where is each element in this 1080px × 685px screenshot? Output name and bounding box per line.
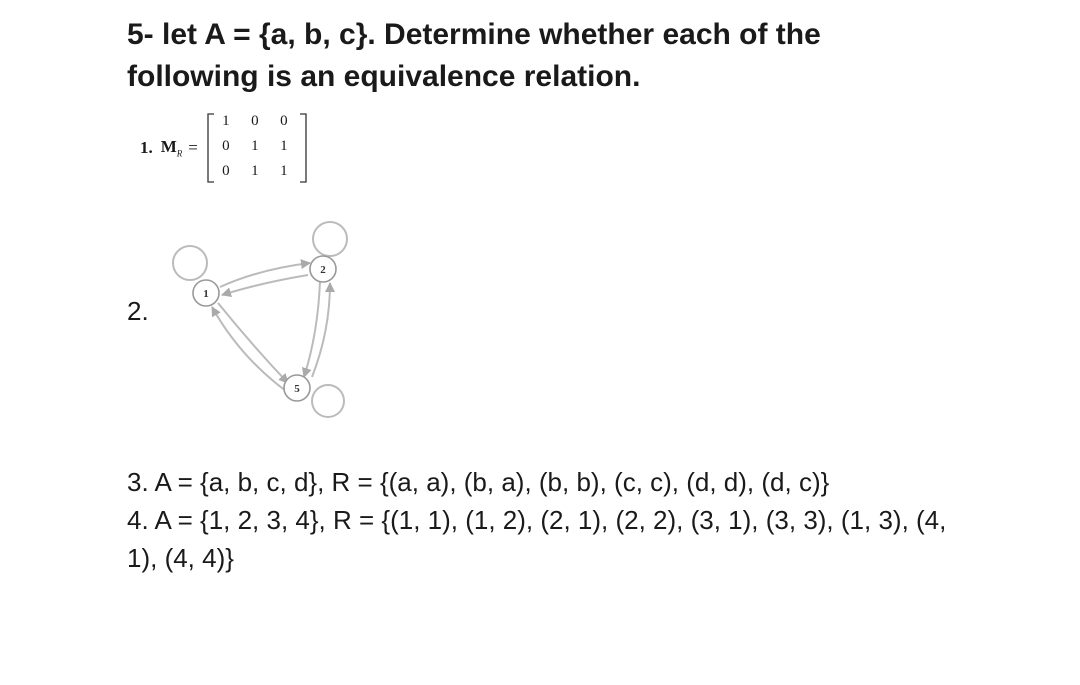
edge-2-to-1 — [222, 275, 308, 295]
self-loop-5 — [312, 385, 344, 417]
matrix-cell: 0 — [280, 113, 288, 129]
item-2-label: 2. — [127, 296, 149, 326]
matrix-cell: 1 — [280, 163, 288, 179]
node-5 — [284, 375, 310, 401]
matrix-name — [161, 137, 183, 158]
edge-5-to-1 — [212, 307, 286, 391]
right-bracket — [300, 114, 306, 182]
node-1 — [193, 280, 219, 306]
node-2-label: 2 — [320, 264, 326, 276]
matrix-cell: 1 — [251, 138, 259, 154]
item-1-label: 1. — [140, 138, 153, 157]
item-4-text: 4. A = {1, 2, 3, 4}, R = {(1, 1), (1, 2), (2, 1), (2, 2), (3, 1), (3, 3), (1, 3), (4, 1), (4, 4)} — [127, 505, 947, 573]
matrix-cell: 0 — [251, 113, 259, 129]
question-title: 5- let A = {a, b, c}. Determine whether each of the following is an equivalence relation. — [127, 18, 821, 93]
equals-sign: = — [188, 138, 198, 157]
edge-1-to-5 — [218, 303, 288, 383]
item-1 — [140, 108, 312, 188]
matrix-name-subscript: R — [176, 148, 183, 159]
matrix-cell: 0 — [222, 138, 230, 154]
self-loop-2 — [313, 222, 347, 256]
node-5-label: 5 — [294, 383, 300, 395]
relation-digraph — [160, 205, 360, 430]
item-3-text: 3. A = {a, b, c, d}, R = {(a, a), (b, a), (b, b), (c, c), (d, d), (d, c)} — [127, 467, 830, 497]
matrix-cell: 1 — [251, 163, 259, 179]
items-3-4 — [127, 463, 947, 577]
matrix-name-letter: M — [160, 137, 177, 157]
self-loop-1 — [173, 246, 207, 280]
matrix-cell: 1 — [222, 113, 230, 129]
left-bracket — [208, 114, 214, 182]
matrix-cell: 0 — [222, 163, 230, 179]
matrix-cell: 1 — [280, 138, 288, 154]
relation-matrix — [202, 108, 312, 188]
node-1-label: 1 — [203, 288, 209, 300]
node-2 — [310, 256, 336, 282]
